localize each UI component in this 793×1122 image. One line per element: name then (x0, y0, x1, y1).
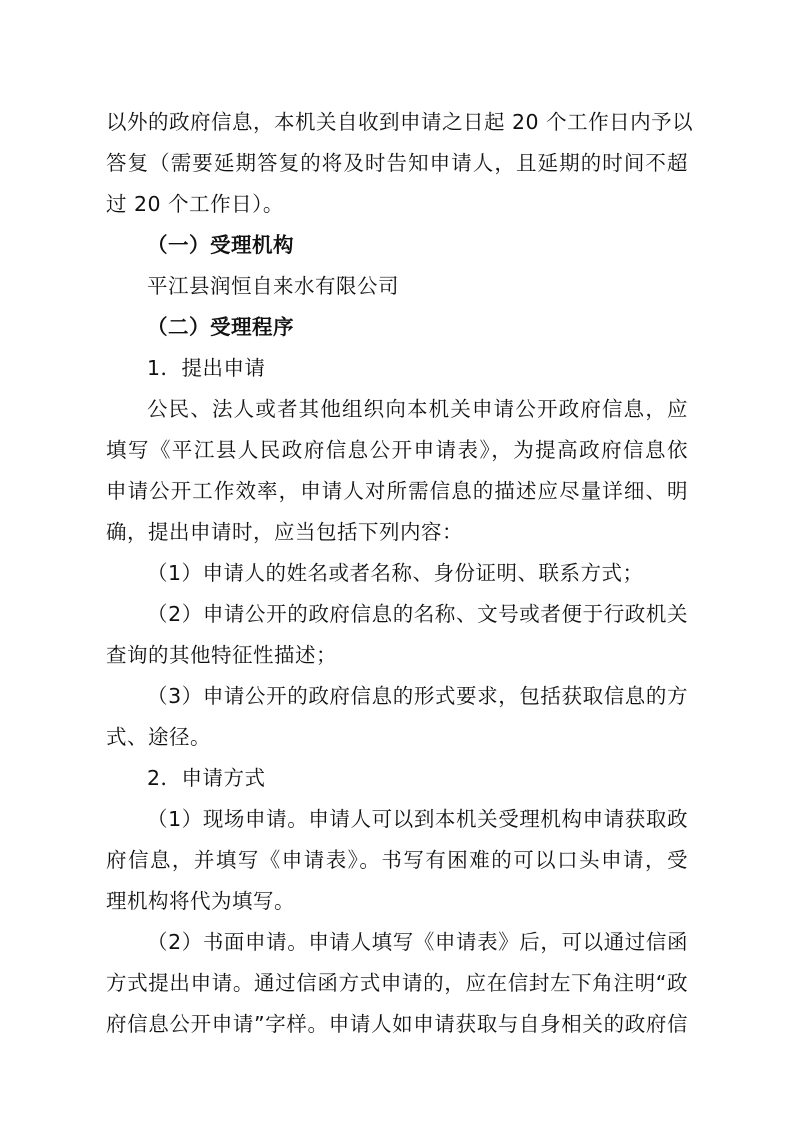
subheading-application-method: 2．申请方式 (147, 766, 266, 790)
body-text-line: 府信息，并填写《申请表》。书写有困难的可以口头申请，受 (106, 848, 688, 872)
agency-name: 平江县润恒自来水有限公司 (147, 274, 399, 298)
list-item-3: （3）申请公开的政府信息的形式要求，包括获取信息的方 (147, 684, 688, 708)
body-text-line: 过 20 个工作日）。 (106, 192, 284, 216)
list-item-onsite: （1）现场申请。申请人可以到本机关受理机构申请获取政 (147, 807, 688, 831)
body-text-line: 理机构将代为填写。 (106, 889, 295, 913)
body-text-line: 府信息公开申请”字样。申请人如申请获取与自身相关的政府信 (106, 1012, 688, 1036)
body-text-line: 以外的政府信息，本机关自收到申请之日起 20 个工作日内予以 (106, 110, 694, 134)
body-text-line: 式、途径。 (106, 725, 211, 749)
body-text-line: 查询的其他特征性描述； (106, 643, 337, 667)
body-text-line: 公民、法人或者其他组织向本机关申请公开政府信息，应 (147, 397, 688, 421)
section-heading-acceptance-procedure: （二）受理程序 (147, 315, 294, 339)
list-item-written: （2）书面申请。申请人填写《申请表》后，可以通过信函 (147, 930, 688, 954)
body-text-line: 申请公开工作效率，申请人对所需信息的描述应尽量详细、明 (106, 479, 688, 503)
body-text-line: 答复（需要延期答复的将及时告知申请人，且延期的时间不超 (106, 151, 688, 175)
list-item-1: （1）申请人的姓名或者名称、身份证明、联系方式； (147, 561, 644, 585)
body-text-line: 方式提出申请。通过信函方式申请的，应在信封左下角注明“政 (106, 971, 688, 995)
list-item-2: （2）申请公开的政府信息的名称、文号或者便于行政机关 (147, 602, 688, 626)
body-text-line: 填写《平江县人民政府信息公开申请表》，为提高政府信息依 (106, 438, 688, 462)
section-heading-acceptance-agency: （一）受理机构 (147, 233, 294, 257)
body-text-line: 确，提出申请时，应当包括下列内容： (106, 520, 463, 544)
subheading-submit-application: 1．提出申请 (147, 356, 266, 380)
